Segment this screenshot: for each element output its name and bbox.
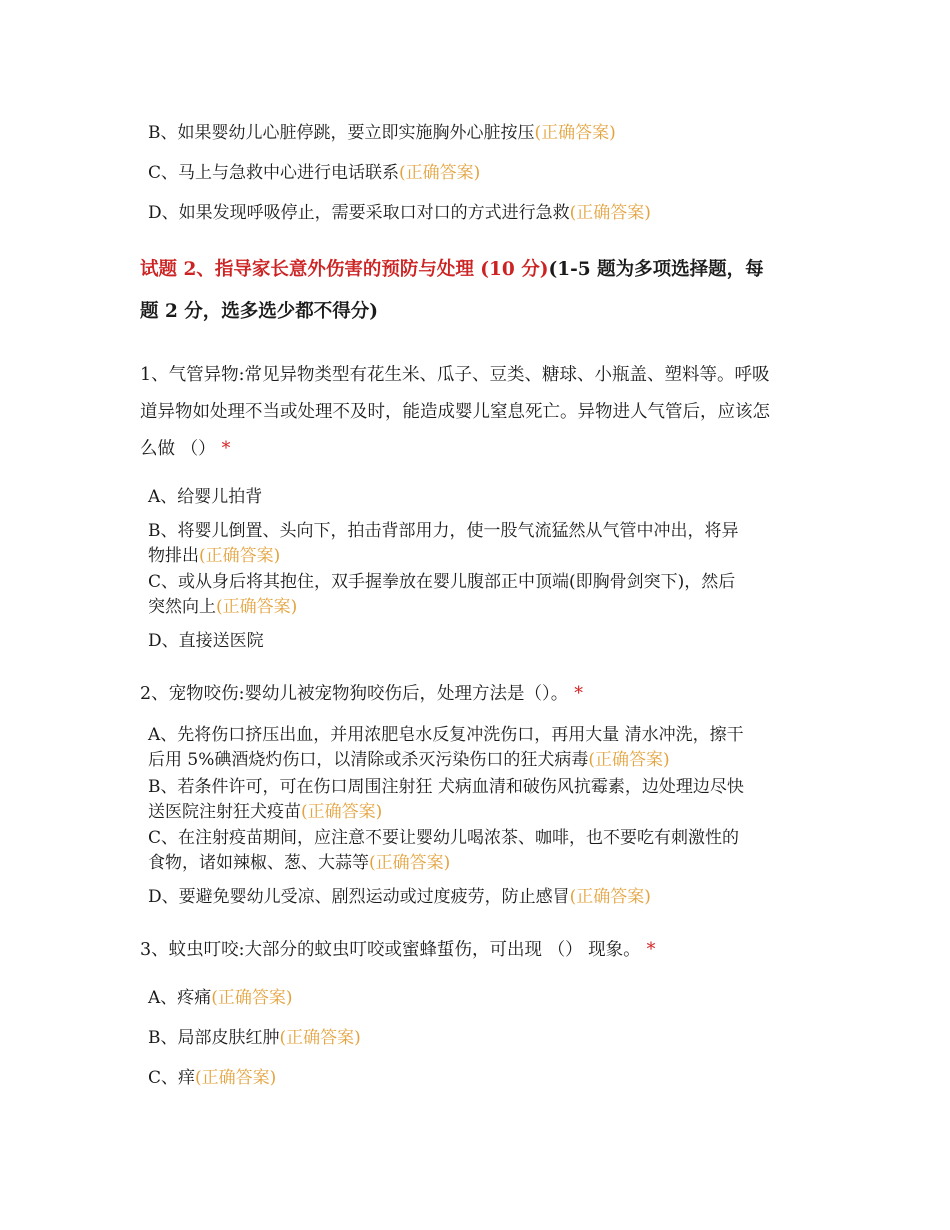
correct-answer-tag: (正确答案)	[588, 750, 670, 770]
correct-answer-tag: (正确答案)	[569, 887, 651, 907]
section-heading	[140, 249, 820, 333]
q1-option-a: A、给婴儿拍背	[148, 487, 263, 507]
question-3-stem: 3、蚊虫叮咬:大部分的蚊虫叮咬或蜜蜂蜇伤，可出现 （） 现象。 *	[140, 940, 656, 960]
q3-option-b: B、局部皮肤红肿(正确答案)	[148, 1028, 361, 1048]
q2-option-c: C、在注射疫苗期间，应注意不要让婴幼儿喝浓茶、咖啡，也不要吃有刺激性的 食物，诸如辣椒、葱、大蒜等(正确答案)	[148, 828, 740, 873]
prev-option-c: C、马上与急救中心进行电话联系(正确答案)	[148, 163, 481, 183]
q3-option-a: A、疼痛(正确答案)	[148, 988, 293, 1008]
section-instructions-line2: 题 2 分，选多选少都不得分)	[140, 301, 379, 322]
correct-answer-tag: (正确答案)	[534, 123, 616, 143]
correct-answer-tag: (正确答案)	[301, 802, 383, 822]
question-2-stem: 2、宠物咬伤:婴幼儿被宠物狗咬伤后，处理方法是（）。 *	[140, 684, 584, 704]
required-star: *	[646, 940, 656, 960]
prev-option-d: D、如果发现呼吸停止，需要采取口对口的方式进行急救(正确答案)	[148, 203, 651, 223]
q3-option-c: C、痒(正确答案)	[148, 1068, 277, 1088]
q2-option-d: D、要避免婴幼儿受凉、剧烈运动或过度疲劳，防止感冒(正确答案)	[148, 887, 651, 907]
correct-answer-tag: (正确答案)	[216, 597, 298, 617]
correct-answer-tag: (正确答案)	[195, 1068, 277, 1088]
section-title: 试题 2、指导家长意外伤害的预防与处理 (10 分)	[140, 259, 549, 280]
correct-answer-tag: (正确答案)	[211, 988, 293, 1008]
question-1-stem: 1、气管异物:常见异物类型有花生米、瓜子、豆类、糖球、小瓶盖、塑料等。呼吸 道异物如处理不当或处理不及时，能造成婴儿窒息死亡。异物进人气管后，应该怎 么做 （） *	[140, 365, 770, 459]
correct-answer-tag: (正确答案)	[199, 546, 281, 566]
correct-answer-tag: (正确答案)	[279, 1028, 361, 1048]
q1-option-b: B、将婴儿倒置、头向下，拍击背部用力，使一股气流猛然从气管中冲出，将异 物排出(正确答案)	[148, 521, 739, 566]
required-star: *	[221, 439, 231, 459]
q1-option-d: D、直接送医院	[148, 631, 264, 651]
prev-option-b: B、如果婴幼儿心脏停跳，要立即实施胸外心脏按压(正确答案)	[148, 123, 616, 143]
correct-answer-tag: (正确答案)	[569, 203, 651, 223]
q1-option-c: C、或从身后将其抱住，双手握拳放在婴儿腹部正中顶端(即胸骨剑突下)，然后 突然向上(正确答案)	[148, 572, 736, 617]
section-instructions: (1-5 题为多项选择题，每	[548, 259, 764, 280]
q2-option-a: A、先将伤口挤压出血，并用浓肥皂水反复冲洗伤口，再用大量 清水冲洗，擦干 后用 5%碘酒烧灼伤口，以清除或杀灭污染伤口的狂犬病毒(正确答案)	[148, 725, 744, 770]
correct-answer-tag: (正确答案)	[399, 163, 481, 183]
q2-option-b: B、若条件许可，可在伤口周围注射狂 犬病血清和破伤风抗霉素，边处理边尽快 送医院注射狂犬疫苗(正确答案)	[148, 777, 744, 822]
correct-answer-tag: (正确答案)	[369, 853, 451, 873]
required-star: *	[574, 684, 584, 704]
